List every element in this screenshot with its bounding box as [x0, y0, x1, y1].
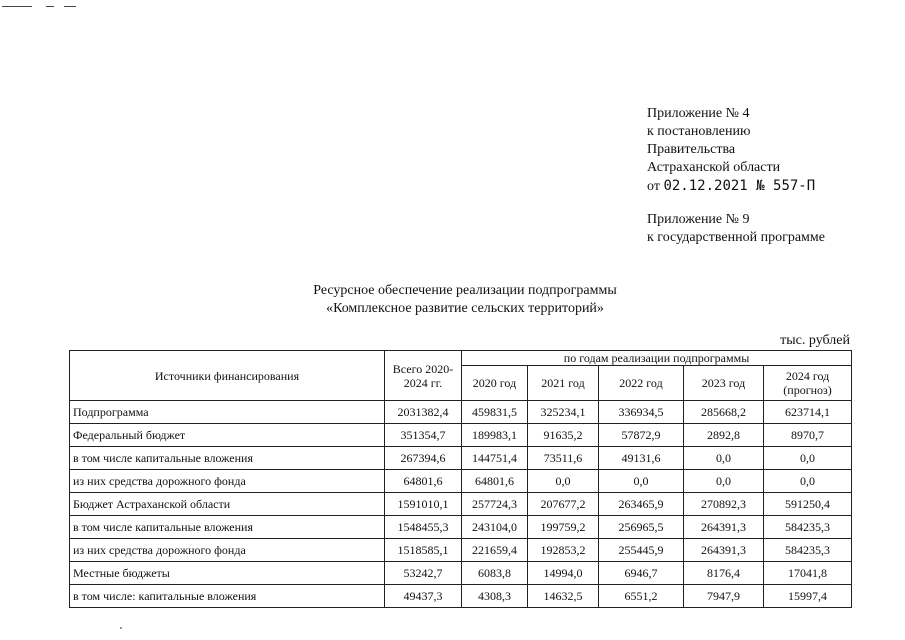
cell-value: 53242,7 [385, 562, 462, 585]
table-row [70, 447, 852, 470]
cell-value: 6083,8 [462, 562, 528, 585]
cell-value: 144751,4 [462, 447, 528, 470]
cell-value: 4308,3 [462, 585, 528, 608]
table-row [70, 585, 852, 608]
appendix-line: Правительства [647, 142, 736, 157]
cell-source: Федеральный бюджет [70, 424, 385, 447]
table-row [70, 493, 852, 516]
cell-source: в том числе: капитальные вложения [70, 585, 385, 608]
appendix-9-block [647, 211, 825, 247]
cell-value: 623714,1 [764, 401, 852, 424]
header-total: Всего 2020-2024 гг. [385, 351, 462, 401]
cell-value: 0,0 [764, 470, 852, 493]
cell-value: 263465,9 [599, 493, 684, 516]
table-row [70, 516, 852, 539]
cell-value: 256965,5 [599, 516, 684, 539]
cell-source: Местные бюджеты [70, 562, 385, 585]
cell-value: 207677,2 [528, 493, 599, 516]
cell-value: 584235,3 [764, 516, 852, 539]
cell-value: 14994,0 [528, 562, 599, 585]
header-year: 2024 год (прогноз) [764, 366, 852, 401]
scan-corner-marks [2, 6, 82, 9]
cell-value: 325234,1 [528, 401, 599, 424]
cell-value: 459831,5 [462, 401, 528, 424]
cell-value: 1518585,1 [385, 539, 462, 562]
cell-source: Бюджет Астраханской области [70, 493, 385, 516]
appendix-4-block [647, 105, 815, 196]
cell-value: 243104,0 [462, 516, 528, 539]
cell-value: 1591010,1 [385, 493, 462, 516]
header-year: 2021 год [528, 366, 599, 401]
cell-value: 14632,5 [528, 585, 599, 608]
appendix-line: Астраханской области [647, 160, 781, 175]
cell-value: 64801,6 [385, 470, 462, 493]
unit-label: тыс. рублей [780, 333, 850, 348]
appendix-line: Приложение № 9 [647, 212, 750, 227]
header-year: 2020 год [462, 366, 528, 401]
cell-source: из них средства дорожного фонда [70, 470, 385, 493]
cell-value: 351354,7 [385, 424, 462, 447]
cell-value: 64801,6 [462, 470, 528, 493]
title-line-2: «Комплексное развитие сельских территорий» [326, 301, 604, 316]
cell-value: 57872,9 [599, 424, 684, 447]
table-body [70, 401, 852, 608]
cell-value: 2031382,4 [385, 401, 462, 424]
appendix-line: Приложение № 4 [647, 106, 750, 121]
scan-speck [120, 627, 122, 629]
table-row [70, 562, 852, 585]
cell-value: 264391,3 [684, 539, 764, 562]
cell-value: 270892,3 [684, 493, 764, 516]
document-title [200, 282, 730, 318]
cell-value: 8970,7 [764, 424, 852, 447]
cell-value: 189983,1 [462, 424, 528, 447]
cell-value: 0,0 [764, 447, 852, 470]
cell-source: из них средства дорожного фонда [70, 539, 385, 562]
cell-value: 336934,5 [599, 401, 684, 424]
cell-value: 15997,4 [764, 585, 852, 608]
cell-value: 0,0 [599, 470, 684, 493]
header-source: Источники финансирования [70, 351, 385, 401]
cell-value: 0,0 [684, 470, 764, 493]
cell-value: 199759,2 [528, 516, 599, 539]
cell-value: 1548455,3 [385, 516, 462, 539]
cell-value: 591250,4 [764, 493, 852, 516]
cell-value: 255445,9 [599, 539, 684, 562]
cell-value: 0,0 [684, 447, 764, 470]
header-by-years: по годам реализации подпрограммы [462, 351, 852, 366]
cell-value: 7947,9 [684, 585, 764, 608]
cell-value: 49437,3 [385, 585, 462, 608]
funding-table [69, 350, 852, 608]
date-stamp: 02.12.2021 № 557-П [663, 178, 816, 194]
cell-value: 2892,8 [684, 424, 764, 447]
cell-value: 91635,2 [528, 424, 599, 447]
table-row [70, 539, 852, 562]
cell-value: 221659,4 [462, 539, 528, 562]
cell-source: Подпрограмма [70, 401, 385, 424]
header-year: 2022 год [599, 366, 684, 401]
title-line-1: Ресурсное обеспечение реализации подпрограммы [313, 283, 617, 298]
table-row [70, 470, 852, 493]
cell-value: 17041,8 [764, 562, 852, 585]
cell-value: 6551,2 [599, 585, 684, 608]
cell-value: 6946,7 [599, 562, 684, 585]
appendix-line: к постановлению [647, 124, 751, 139]
appendix-line: к государственной программе [647, 230, 825, 245]
cell-source: в том числе капитальные вложения [70, 447, 385, 470]
cell-value: 264391,3 [684, 516, 764, 539]
cell-value: 257724,3 [462, 493, 528, 516]
cell-source: в том числе капитальные вложения [70, 516, 385, 539]
cell-value: 285668,2 [684, 401, 764, 424]
cell-value: 192853,2 [528, 539, 599, 562]
cell-value: 584235,3 [764, 539, 852, 562]
cell-value: 8176,4 [684, 562, 764, 585]
table-row [70, 401, 852, 424]
table-row [70, 424, 852, 447]
date-prefix: от [647, 179, 660, 194]
appendix-date-line [647, 177, 815, 196]
cell-value: 49131,6 [599, 447, 684, 470]
cell-value: 267394,6 [385, 447, 462, 470]
cell-value: 73511,6 [528, 447, 599, 470]
header-year: 2023 год [684, 366, 764, 401]
cell-value: 0,0 [528, 470, 599, 493]
